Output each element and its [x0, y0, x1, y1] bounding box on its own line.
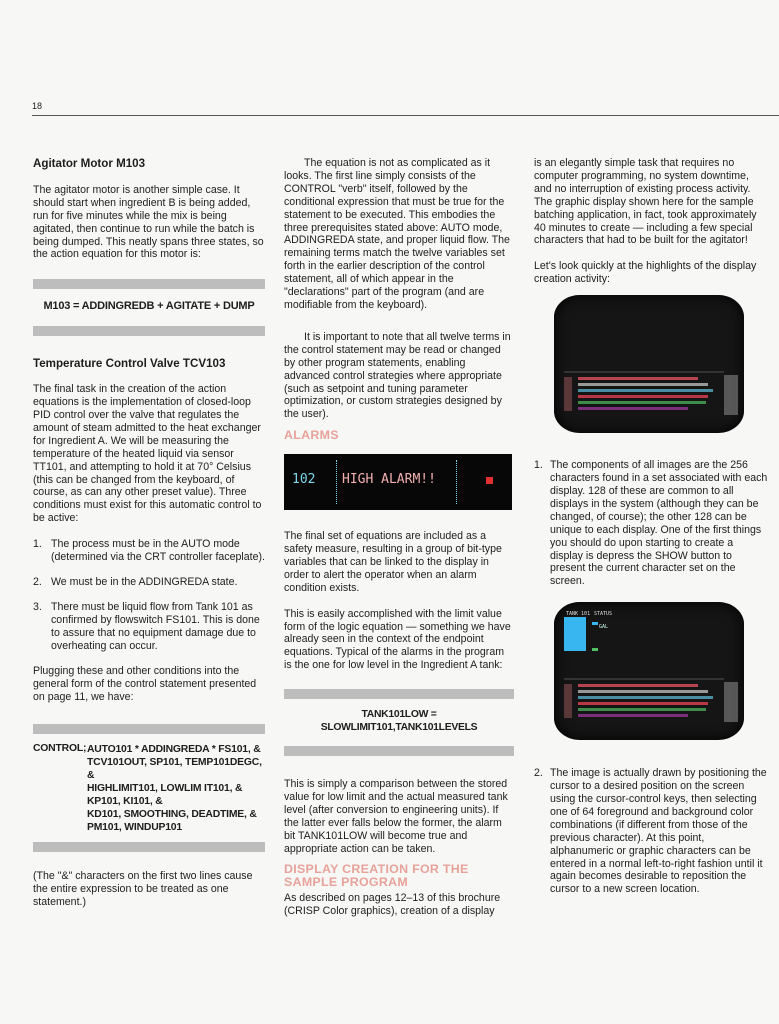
list-item	[534, 459, 768, 588]
tank-fill	[564, 617, 586, 651]
page-number: 18	[32, 101, 43, 111]
paragraph: The equation is not as complicated as it looks. The first line simply consists of the CONTROL "verb" itself, followed by the conditional expression that must be true for the statement to be executed. This embodies the three prerequisites stated above: AUTO mode, ADDINGREDA state, and proper liquid flow. The remaining terms match the twelve variables set forth in the earlier description of the control statement, all of which appear in the "declarations" part of the program (and are modifiable from the keyboard).	[284, 157, 510, 311]
paragraph: It is important to note that all twelve terms in the control statement may be read or changed by other program statements, enabling advanced control strategies where appropriate (such as setpoint and tuning parameter optimization, or custom strategies designed by the user).	[284, 330, 511, 421]
list-number: 3.	[33, 600, 42, 613]
control-line: PM101, WINDUP101	[87, 822, 182, 834]
paragraph: The final task in the creation of the action equations is the implementation of closed-loop PID control over the valve that regulates the amount of steam admitted to the heat exchanger for Ingredient A. We will be measuring the temperature of the heated liquid via sensor TT101, and attempting to hold it at 70° Celsius (this can be changed from the keyboard, of course, as can any other preset value). Three conditions must exist for this automatic control to be active:	[33, 383, 262, 525]
display-creation-screen-image	[554, 602, 744, 740]
list-item	[534, 767, 768, 896]
equation-box	[284, 689, 514, 756]
alarm-indicator	[486, 477, 493, 484]
control-equation-box	[33, 724, 265, 852]
control-lines	[87, 743, 265, 834]
paragraph: The final set of equations are included as a safety measure, resulting in a group of bit-type variables that can be linked to the display in order to alert the operator when an alarm condition exists.	[284, 530, 502, 594]
band-bottom	[284, 746, 514, 756]
band-top	[33, 279, 265, 289]
equation-m103: M103 = ADDINGREDB + AGITATE + DUMP	[43, 300, 255, 313]
column-2	[284, 157, 514, 931]
paragraph: The agitator motor is another simple case. It should start when ingredient B is being added, run for five minutes while the mix is being agitated, then continue to run while the batch is being dumped. This neatly spans three states, so the action equation for this motor is:	[33, 183, 264, 261]
alarm-divider	[456, 460, 458, 504]
band-bottom	[33, 842, 265, 852]
display-creation-graphic	[554, 602, 744, 740]
column-3	[534, 157, 768, 896]
control-line: TCV101OUT, SP101, TEMP101DEGC, &	[87, 757, 262, 782]
alarm-display-image	[284, 454, 512, 510]
list-item	[33, 538, 265, 564]
paragraph: Let's look quickly at the highlights of the display creation activity:	[534, 260, 757, 286]
list-text: The image is actually drawn by positioning the cursor to a desired position on the screen using the cursor-control keys, then selecting one of 64 foreground and background color combinations (if different from those of the previous character). At this point, alphanumeric or graphic characters can be entered in a normal left-to-right fashion until it again becomes desirable to reposition the cursor to a new screen location.	[550, 767, 767, 896]
alarm-number: 102	[292, 472, 316, 488]
screen-status-label: STATUS	[594, 611, 613, 618]
band-top	[284, 689, 514, 699]
band-top	[33, 724, 265, 734]
paragraph: is an elegantly simple task that requires no computer programming, no system downtime, and no interruption of existing process activity. The graphic display shown here for the sample batching application, in fact, took approximately 40 minutes to create — including a few special characters that had to be built for the agitator!	[534, 157, 757, 247]
list-text: The process must be in the AUTO mode (determined via the CRT controller faceplate).	[51, 538, 265, 564]
char-rows	[564, 371, 738, 415]
paragraph: Plugging these and other conditions into the general form of the control statement presented on page 11, we have:	[33, 665, 257, 704]
list-number: 1.	[534, 459, 543, 472]
list-number: 1.	[33, 538, 42, 551]
paragraph: (The "&" characters on the first two lines cause the entire expression to be treated as one statement.)	[33, 870, 253, 908]
band-bottom	[33, 326, 265, 336]
screen-tank-label: TANK 101	[566, 611, 591, 618]
list-number: 2.	[534, 767, 543, 780]
list-text: The components of all images are the 256 characters found in a set associated with each display. 128 of these are common to all displays in the system (although they can be changed, of course); the other 128 can be unique to each display. One of the first things you should do upon starting to create a display is depress the SHOW button to present the current character set on the screen.	[550, 459, 768, 588]
heading-temperature-valve: Temperature Control Valve TCV103	[33, 357, 226, 371]
heading-display-creation: DISPLAY CREATION FOR THE SAMPLE PROGRAM	[284, 862, 469, 890]
control-line: AUTO101 * ADDINGREDA * FS101, &	[87, 744, 261, 756]
equation-tank101low: TANK101LOW = SLOWLIMIT101,TANK101LEVELS	[320, 709, 478, 734]
control-label: CONTROL;	[33, 743, 87, 755]
control-line: HIGHLIMIT101, LOWLIM IT101, &	[87, 783, 243, 795]
equation-box	[33, 279, 265, 336]
character-set-graphic	[554, 295, 744, 433]
list-number: 2.	[33, 575, 42, 588]
paragraph: This is simply a comparison between the stored value for low limit and the actual measured tank level (after conversion to engineering units). If the latter ever falls below the former, the alarm bit TANK101LOW will become true and appropriate action can be taken.	[284, 778, 508, 855]
paragraph: This is easily accomplished with the limit value form of the logic equation — something we have already seen in the context of the endpoint equations. Typical of the alarms in the program is the one for low level in the Ingredient A tank:	[284, 607, 511, 672]
list-item	[33, 601, 265, 653]
alarm-text: HIGH ALARM!!	[342, 472, 436, 488]
heading-agitator-motor: Agitator Motor M103	[33, 157, 146, 170]
heading-alarms: ALARMS	[284, 428, 339, 443]
control-statement	[33, 734, 265, 842]
character-set-screen-image	[554, 295, 744, 433]
list-item	[33, 576, 265, 589]
list-text: There must be liquid flow from Tank 101 as confirmed by flowswitch FS101. This is done to assure that no equipment damage due to overheating can occur.	[51, 600, 260, 652]
column-1	[33, 158, 265, 922]
paragraph: As described on pages 12–13 of this brochure (CRISP Color graphics), creation of a display	[284, 892, 501, 918]
alarm-divider	[336, 460, 338, 504]
control-line: KP101, KI101, &	[87, 796, 163, 808]
header-rule	[32, 115, 779, 116]
control-line: KD101, SMOOTHING, DEADTIME, &	[87, 809, 257, 821]
list-text: We must be in the ADDINGREDA state.	[51, 575, 238, 588]
screen-gal-label: GAL	[599, 624, 609, 631]
